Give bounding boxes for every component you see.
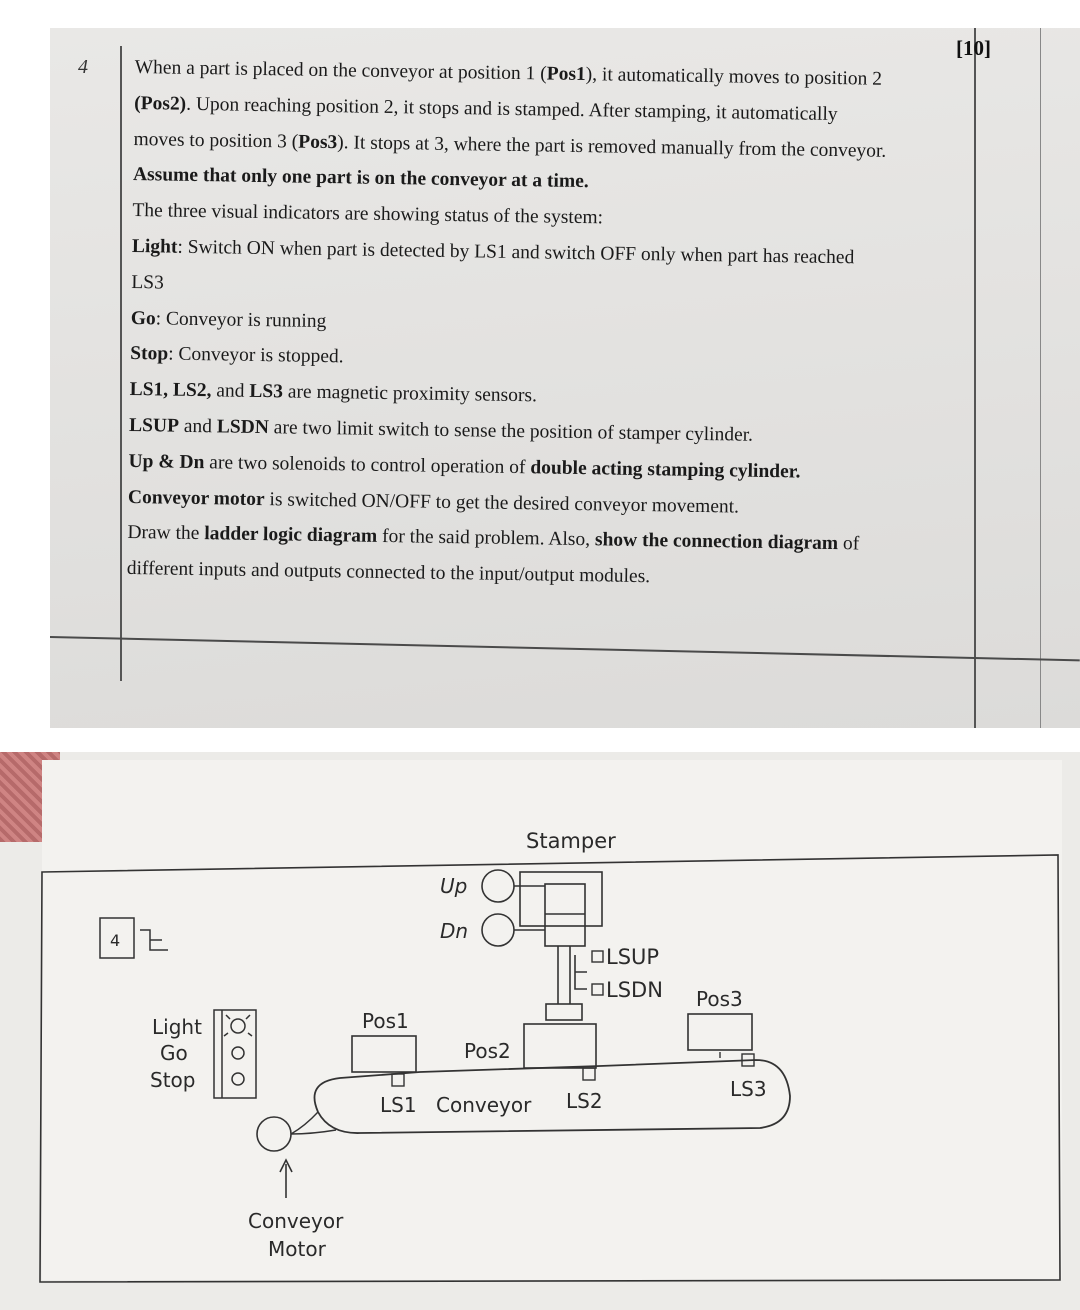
conveyor-label: Conveyor [436,1093,532,1117]
question-line-9: Stop: Conveyor is stopped. [130,343,344,368]
dn-solenoid-icon [482,914,514,946]
question-line-8: Go: Conveyor is running [130,307,327,332]
ls1-label: LS1 [380,1093,417,1117]
stamper-label: Stamper [526,829,616,853]
pos2-label: Pos2 [464,1039,511,1063]
lsdn-switch-icon [592,984,603,995]
stop-label: Stop [150,1068,196,1092]
question-line-5: The three visual indicators are showing status of the system: [132,200,604,229]
ls3-label: LS3 [730,1077,767,1101]
question-line-4: Assume that only one part is on the conveyor at a time. [132,164,589,193]
lsup-switch-icon [592,951,603,962]
question-number: 4 [78,56,88,78]
indicator-panel [214,1010,256,1098]
pos1-label: Pos1 [362,1009,409,1033]
question-line-15: different inputs and outputs connected to the input/output modules. [126,558,651,588]
motor-label-line-1: Conveyor [248,1209,344,1233]
question-line-11: LSUP and LSDN are two limit switch to sense the position of stamper cylinder. [128,414,754,446]
light-indicator-icon [231,1019,245,1033]
question-line-2: (Pos2). Upon reaching position 2, it stops and is stamped. After stamping, it automatically [133,92,838,125]
go-indicator-icon [232,1047,244,1059]
question-line-14: Draw the ladder logic diagram for the said problem. Also, show the connection diagram of [127,522,860,555]
pos3-box [688,1014,752,1050]
ls1-sensor-icon [392,1074,404,1086]
question-line-6: Light: Switch ON when part is detected by LS1 and switch OFF only when part has reached [131,235,855,269]
up-solenoid-icon [482,870,514,902]
question-marks: [10] [956,36,991,60]
question-line-1: When a part is placed on the conveyor at position 1 (Pos1), it automatically moves to position 2 [134,56,883,90]
ls2-label: LS2 [566,1089,603,1113]
question-line-10: LS1, LS2, and LS3 are magnetic proximity sensors. [129,379,538,407]
question-line-13: Conveyor motor is switched ON/OFF to get the desired conveyor movement. [127,486,740,518]
motor-label-line-2: Motor [268,1237,326,1261]
corner-number: 4 [110,931,121,950]
stamper-cylinder [520,872,602,1020]
up-label: Up [440,874,468,898]
lsdn-label: LSDN [606,978,663,1002]
pos2-box [524,1024,596,1068]
conveyor-motor-icon [257,1117,291,1151]
ls2-sensor-icon [583,1068,595,1080]
go-label: Go [160,1041,188,1065]
dn-label: Dn [440,919,469,943]
lsup-label: LSUP [606,945,660,969]
question-line-3: moves to position 3 (Pos3). It stops at 3, where the part is removed manually from the conveyor. [133,128,887,162]
question-line-7: LS3 [131,271,165,294]
light-label: Light [152,1015,202,1039]
pos3-label: Pos3 [696,987,743,1011]
pos1-box [352,1036,416,1072]
stop-indicator-icon [232,1073,244,1085]
question-line-12: Up & Dn are two solenoids to control operation of double acting stamping cylinder. [128,450,801,483]
